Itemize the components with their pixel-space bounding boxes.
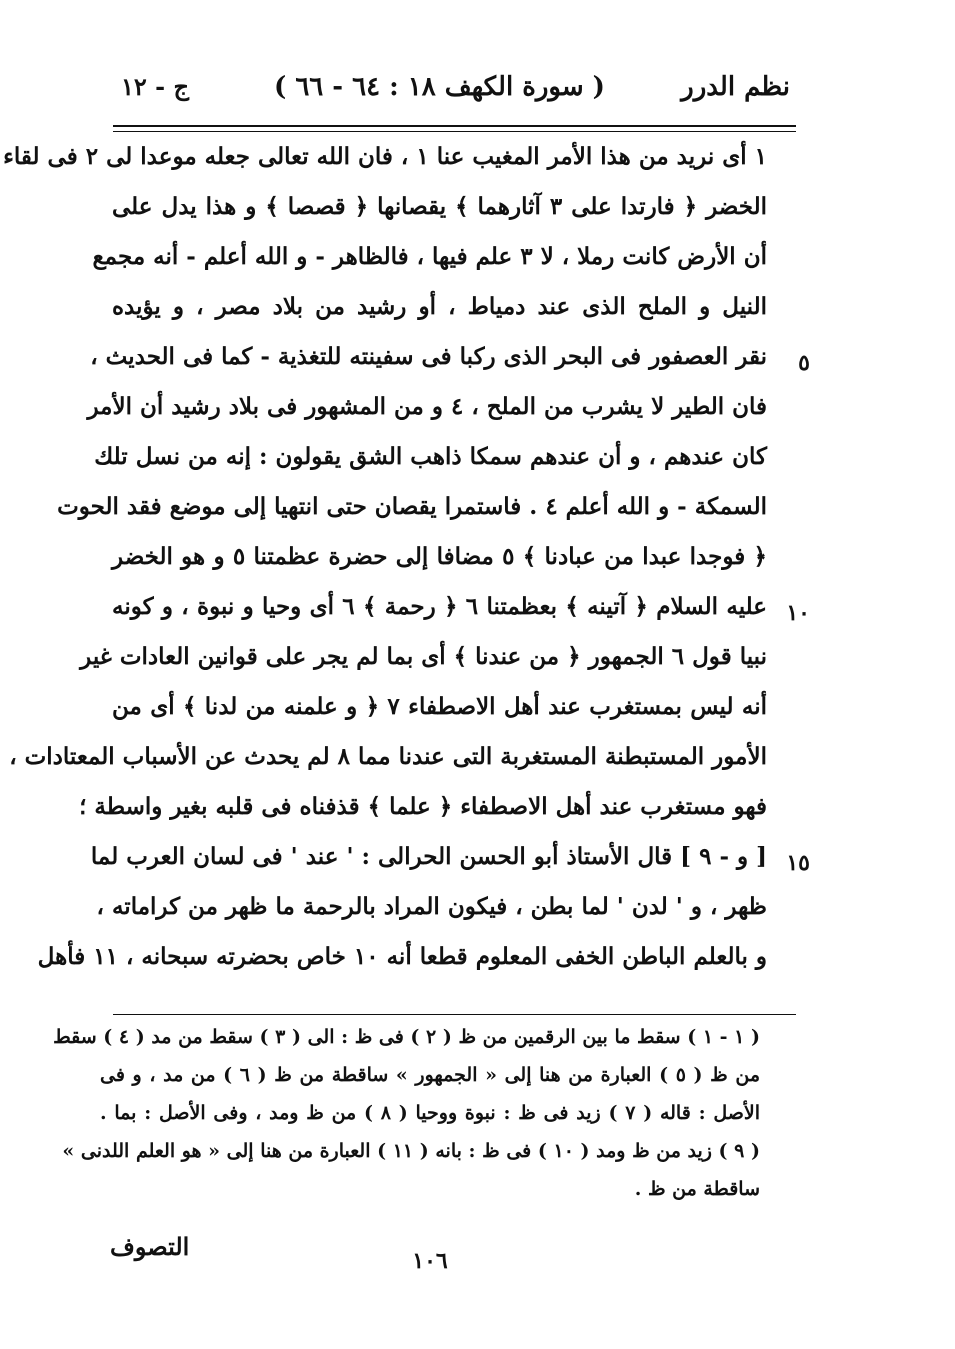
running-header bbox=[115, 66, 790, 112]
volume-number: ج - ١٢ bbox=[121, 72, 189, 101]
text-line: فهو مستغرب عند أهل الاصطفاء ﴿ علما ﴾ قذفناه فى قلبه بغير واسطة ؛ bbox=[79, 793, 767, 820]
catchword: التصوف bbox=[110, 1232, 190, 1261]
footnotes bbox=[53, 1018, 761, 1208]
text-line: نبيا قول ٦ الجمهور ﴿ من عندنا ﴾ أى بما لم يجر على قوانين العادات غير bbox=[80, 643, 767, 670]
text-line: كان عندهم ، و أن عندهم سمكا ذاهب الشق يقولون : إنه من نسل تلك bbox=[94, 443, 767, 470]
line-number: ١٥ bbox=[786, 850, 810, 876]
line-number: ١٠ bbox=[786, 600, 810, 626]
text-line: ١ أى نريد من هذا الأمر المغيب عنا ١ ، فان الله تعالى جعله موعدا لى ٢ فى لقاء bbox=[3, 143, 767, 170]
text-line: نقر العصفور فى البحر الذى ركبا فى سفينته للتغذية - كما فى الحديث ، bbox=[90, 343, 767, 370]
line-number: ٥ bbox=[798, 350, 810, 376]
text-line: أنه ليس بمستغرب عند أهل الاصطفاء ٧ ﴿ و علمنه من لدنا ﴾ أى من bbox=[112, 693, 767, 720]
text-line: ﴿ فوجدا عبدا من عبادنا ﴾ ٥ مضافا إلى حضرة عظمتنا ٥ و هو الخضر bbox=[112, 543, 767, 570]
page-number: ١٠٦ bbox=[412, 1248, 448, 1274]
text-line: فان الطير لا يشرب من الملح ، ٤ و من المشهور فى بلاد رشيد أن الأمر bbox=[87, 393, 767, 420]
text-line: عليه السلام ﴿ آتينه ﴾ بعظمتنا ٦ ﴿ رحمة ﴾ ٦ أى وحيا و نبوة ، و كونه bbox=[112, 593, 767, 620]
text-line: الخضر ﴿ فارتدا على ٣ آثارهما ﴾ يقصانها ﴿ قصصا ﴾ و هذا يدل على bbox=[112, 193, 767, 220]
footnote-line: ساقطة من ظ . bbox=[634, 1178, 760, 1200]
text-line: [ و - ٩ ] قال الأستاذ أبو الحسن الحرالى : ' عند ' فى لسان العرب لما bbox=[90, 843, 767, 870]
header-rule bbox=[113, 125, 796, 127]
main-text bbox=[3, 132, 767, 982]
footnote-line: ( ٩ ) زيد من ظ ومد ( ١٠ ) فى ظ : بانه ( ١١ ) العبارة من هنا إلى « هو العلم اللدنى » bbox=[62, 1140, 760, 1162]
text-line: أن الأرض كانت رملا ، لا ٣ علم فيها ، فالظاهر - و الله أعلم - أنه مجمع bbox=[92, 243, 767, 270]
surah-reference: ( سورة الكهف ١٨ : ٦٤ - ٦٦ ) bbox=[273, 72, 605, 102]
text-line: ظهر ، و ' لدن ' لما بطن ، فيكون المراد بالرحمة ما ظهر من كراماته ، bbox=[96, 893, 767, 920]
footnote-rule bbox=[113, 1014, 796, 1015]
text-line: النيل و الملح الذى عند دمياط ، أو رشيد من بلاد مصر ، و يؤيده bbox=[112, 293, 767, 320]
text-line: الأمور المستبطنة المستغربة التى عندنا مما ٨ لم يحدث عن الأسباب المعتادات ، bbox=[9, 743, 767, 770]
footnote-line: ( ١ - ١ ) سقط ما بين الرقمين من ظ ( ٢ ) فى ظ : الى ( ٣ ) سقط من مد ( ٤ ) سقط bbox=[53, 1026, 760, 1048]
book-title: نظم الدرر bbox=[681, 72, 790, 102]
footnote-line: الأصل : قاله ( ٧ ) زيد فى ظ : نبوة ووحيا ( ٨ ) من ظ ومد ، وفى الأصل : بما . bbox=[100, 1102, 760, 1124]
footnote-line: من ظ ( ٥ ) العبارة من هنا إلى « الجمهور » ساقطة من ظ ( ٦ ) من مد ، و فى bbox=[100, 1064, 761, 1086]
text-line: السمكة - و الله أعلم ٤ . فاستمرا يقصان حتى انتهيا إلى موضع فقد الحوت bbox=[57, 493, 767, 520]
text-line: و بالعلم الباطن الخفى المعلوم قطعا أنه ١٠ خاص بحضرته سبحانه ، ١١ فأهل bbox=[37, 943, 767, 970]
